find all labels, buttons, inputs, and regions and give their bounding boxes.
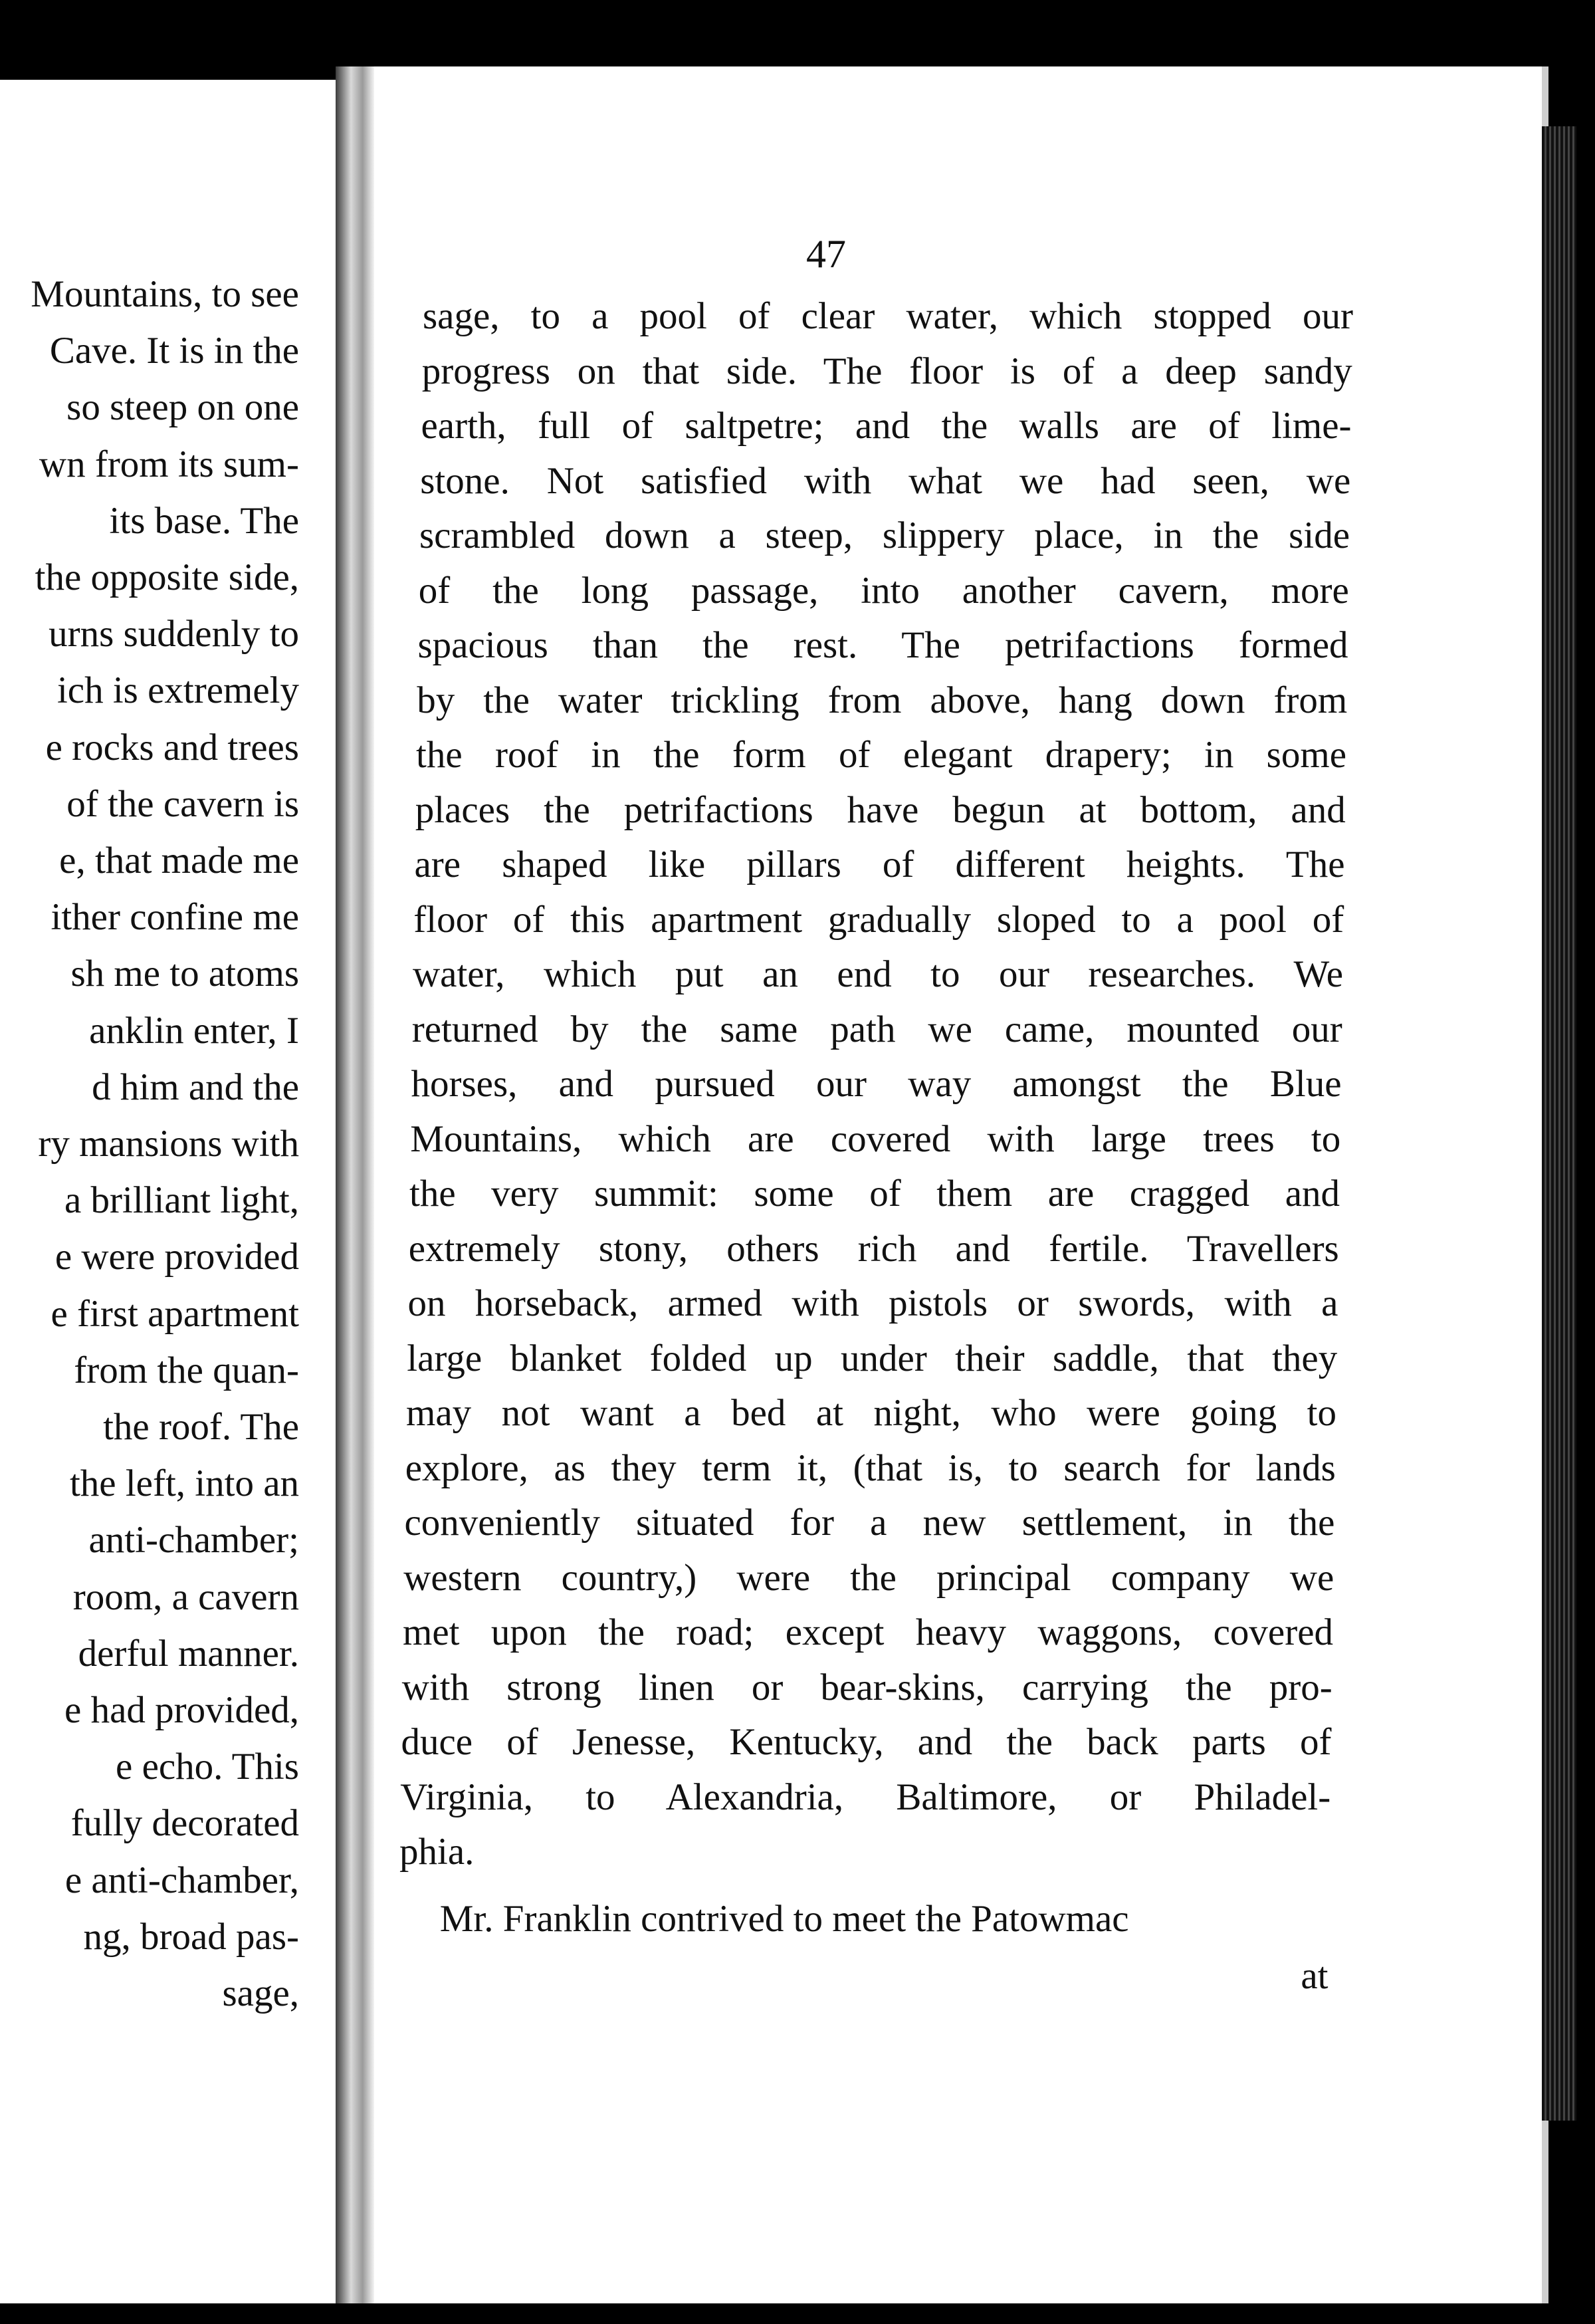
right-text-line: water, which put an end to our researches. We [413, 953, 1343, 995]
left-text-line: room, a cavern [72, 1575, 299, 1618]
page-number: 47 [806, 232, 846, 276]
right-text-line: may not want a bed at night, who were going to [406, 1392, 1336, 1434]
left-text-line: sage, [222, 1972, 299, 2014]
book-gutter [336, 66, 374, 2303]
left-text-line: ich is extremely [56, 669, 299, 712]
right-text-line: sage, to a pool of clear water, which stopped our [423, 295, 1353, 337]
right-text-line: stone. Not satisfied with what we had seen, we [420, 459, 1351, 502]
right-text-line: conveniently situated for a new settlement, in the [404, 1502, 1335, 1544]
left-text-line: anti-chamber; [88, 1519, 299, 1562]
left-text-line: e had provided, [64, 1689, 299, 1731]
right-text-line: floor of this apartment gradually sloped to a pool of [413, 898, 1344, 941]
left-text-line: the roof. The [103, 1406, 299, 1448]
right-text-line: on horseback, armed with pistols or swords, with a [407, 1282, 1338, 1324]
right-text-line: of the long passage, into another cavern, more [418, 569, 1349, 612]
left-page [0, 80, 345, 2303]
left-text-line: e first apartment [51, 1292, 299, 1335]
left-text-line: ng, broad pas- [83, 1915, 299, 1958]
right-text-line: returned by the same path we came, mounted our [411, 1008, 1342, 1050]
right-text-line: spacious than the rest. The petrifactions formed [417, 624, 1348, 666]
right-text-line: at [1301, 1955, 1329, 1997]
left-text-line: the opposite side, [35, 556, 299, 598]
right-text-line: met upon the road; except heavy waggons, covered [403, 1611, 1333, 1653]
left-text-line: derful manner. [78, 1632, 299, 1675]
left-text-line: e echo. This [116, 1746, 299, 1788]
right-text-line: by the water trickling from above, hang down from [417, 679, 1348, 721]
page-edge-stack [1542, 126, 1576, 2121]
left-text-line: its base. The [109, 499, 299, 542]
left-text-line: ither confine me [51, 896, 299, 939]
right-text-line: horses, and pursued our way amongst the Blue [411, 1063, 1342, 1105]
right-text-line: large blanket folded up under their saddle, that they [407, 1337, 1338, 1379]
right-text-line: Mountains, which are covered with large trees to [410, 1117, 1341, 1160]
right-text-line: phia. [399, 1831, 475, 1873]
left-text-line: sh me to atoms [70, 953, 299, 995]
left-text-line: the left, into an [69, 1462, 299, 1505]
right-text-line: earth, full of saltpetre; and the walls are of lime- [421, 405, 1352, 447]
right-text-line: explore, as they term it, (that is, to search for lands [405, 1447, 1336, 1489]
right-page [374, 66, 1548, 2303]
left-text-line: e were provided [54, 1236, 299, 1278]
right-text-line: progress on that side. The floor is of a deep sandy [421, 350, 1352, 392]
left-text-line: urns suddenly to [49, 613, 299, 655]
left-text-line: Cave. It is in the [49, 330, 299, 372]
left-text-line: wn from its sum- [39, 443, 299, 485]
left-text-line: from the quan- [74, 1349, 299, 1391]
left-text-line: e anti-chamber, [64, 1859, 299, 1901]
left-text-line: a brilliant light, [64, 1179, 299, 1222]
right-text-line: Mr. Franklin contrived to meet the Patowmac [439, 1897, 1129, 1940]
right-text-line: extremely stony, others rich and fertile. Travellers [408, 1227, 1339, 1270]
left-text-line: e rocks and trees [45, 726, 299, 768]
right-text-line: the very summit: some of them are cragged and [409, 1173, 1340, 1215]
right-text-line: are shaped like pillars of different heights. The [414, 844, 1345, 885]
right-text-line: duce of Jenesse, Kentucky, and the back parts of [401, 1721, 1332, 1763]
left-text-line: anklin enter, I [89, 1009, 299, 1052]
left-text-line: ry mansions with [38, 1123, 299, 1165]
left-text-line: d him and the [92, 1066, 299, 1108]
left-text-line: e, that made me [59, 840, 299, 881]
left-text-line: of the cavern is [66, 782, 299, 825]
left-text-line: so steep on one [66, 386, 299, 429]
left-text-line: fully decorated [70, 1802, 299, 1845]
right-text-line: the roof in the form of elegant drapery; in some [416, 734, 1346, 776]
right-text-line: scrambled down a steep, slippery place, in the side [419, 515, 1350, 556]
left-text-line: Mountains, to see [31, 273, 299, 315]
right-text-line: western country,) were the principal company we [403, 1556, 1334, 1599]
right-text-line: with strong linen or bear-skins, carrying the pro- [401, 1666, 1332, 1708]
right-text-line: Virginia, to Alexandria, Baltimore, or Philadel- [400, 1776, 1331, 1818]
right-text-line: places the petrifactions have begun at bottom, and [415, 788, 1346, 831]
